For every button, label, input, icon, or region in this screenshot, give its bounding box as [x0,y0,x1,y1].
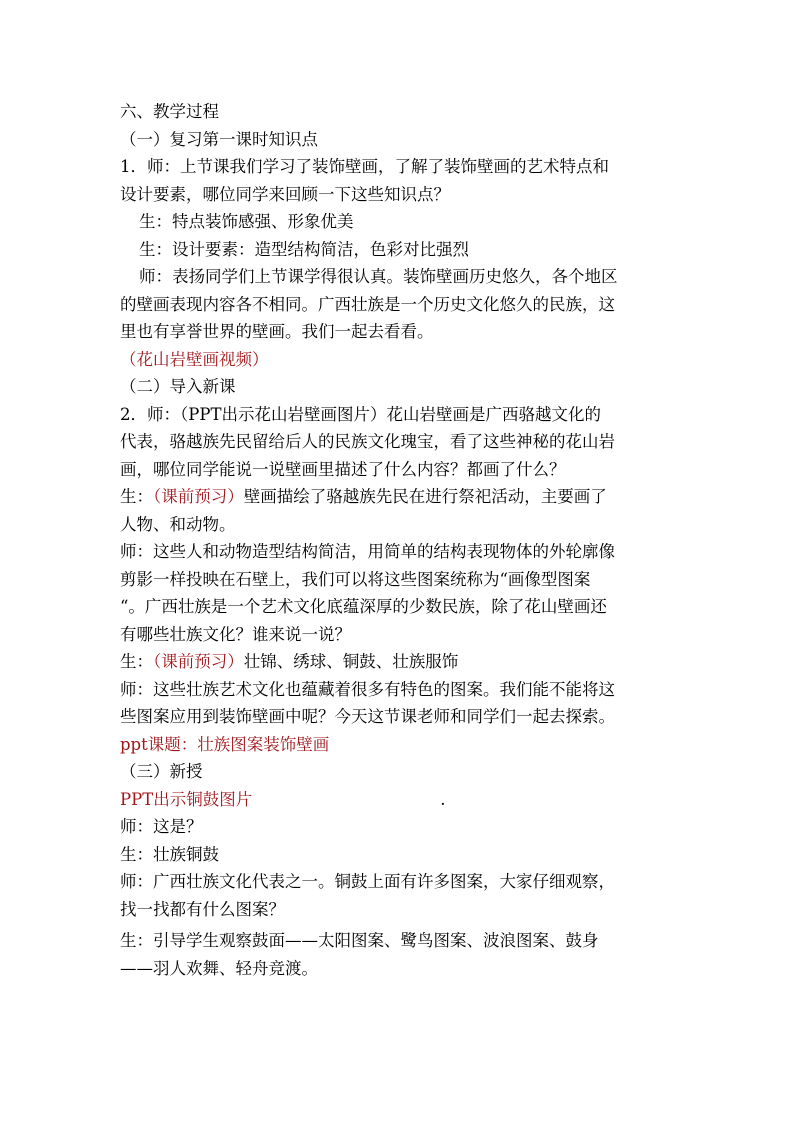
line-text: 壁画描绘了骆越族先民在进行祭祀活动，主要画了 [243,487,607,506]
paragraph-line: 里也有享誉世界的壁画。我们一起去看看。 [120,322,434,341]
paragraph-line: 师：这些人和动物造型结构简洁，用简单的结构表现物体的外轮廓像 [120,542,615,561]
section-heading: 六、教学过程 [120,102,219,121]
paragraph-line: 2．师：（PPT出示花山岩壁画图片）花山岩壁画是广西骆越文化的 [120,404,601,424]
paragraph-line: ——羽人欢舞、轻舟竞渡。 [120,958,318,978]
paragraph-line [120,483,680,511]
paragraph-line: 有哪些壮族文化？谁来说一说？ [120,624,351,644]
ppt-note [120,786,680,814]
paragraph-line: 生：壮族铜鼓 [120,844,219,864]
preview-note: （课前预习） [153,652,244,671]
paragraph-line: 师：广西壮族文化代表之一。铜鼓上面有许多图案，大家仔细观察， [120,872,615,891]
speaker-label: 生： [120,487,153,506]
paragraph-line: 师：表扬同学们上节课学得很认真。装饰壁画历史悠久，各个地区 [139,267,618,286]
paragraph-line: 剪影一样投映在石壁上，我们可以将这些图案统称为“画像型图案 [120,569,591,589]
ppt-title-note: ppt课题：壮族图案装饰壁画 [120,734,330,754]
paragraph-line: 生：特点装饰感强、形象优美 [139,212,354,231]
line-text: 壮锦、绣球、铜鼓、壮族服饰 [243,652,459,671]
paragraph-line [120,648,680,676]
preview-note: （课前预习） [153,487,244,506]
paragraph-line: 人物、和动物。 [120,514,236,534]
paragraph-line: 生：引导学生观察鼓面——太阳图案、鹭鸟图案、波浪图案、鼓身 [120,931,599,950]
paragraph-line: 些图案应用到装饰壁画中呢？今天这节课老师和同学们一起去探索。 [120,707,615,726]
paragraph-line: “。广西壮族是一个艺术文化底蕴深厚的少数民族，除了花山壁画还 [120,597,607,616]
paragraph-line: 画，哪位同学能说一说壁画里描述了什么内容？都画了什么？ [120,459,566,479]
video-note: （花山岩壁画视频） [120,349,269,369]
paragraph-line: 的壁画表现内容各不相同。广西壮族是一个历史文化悠久的民族，这 [120,294,615,314]
paragraph-line: 设计要素，哪位同学来回顾一下这些知识点？ [120,184,450,204]
subsection-heading: （一）复习第一课时知识点 [120,129,318,149]
paragraph-line: 找一找都有什么图案？ [120,899,285,919]
paragraph-line: 1．师：上节课我们学习了装饰壁画，了解了装饰壁画的艺术特点和 [120,157,609,176]
subsection-heading: （二）导入新课 [120,377,236,396]
line-text: PPT出示铜鼓图片 [120,789,253,809]
speaker-label: 生： [120,652,153,671]
paragraph-line: 生：设计要素：造型结构简洁，色彩对比强烈 [139,239,469,259]
paragraph-line: 代表，骆越族先民留给后人的民族文化瑰宝，看了这些神秘的花山岩 [120,432,615,451]
paragraph-line: 师：这些壮族艺术文化也蕴藏着很多有特色的图案。我们能不能将这 [120,679,615,699]
stray-dot: . [440,789,446,809]
paragraph-line: 师：这是？ [120,817,203,836]
subsection-heading: （三）新授 [120,762,203,781]
document-page [120,98,680,982]
